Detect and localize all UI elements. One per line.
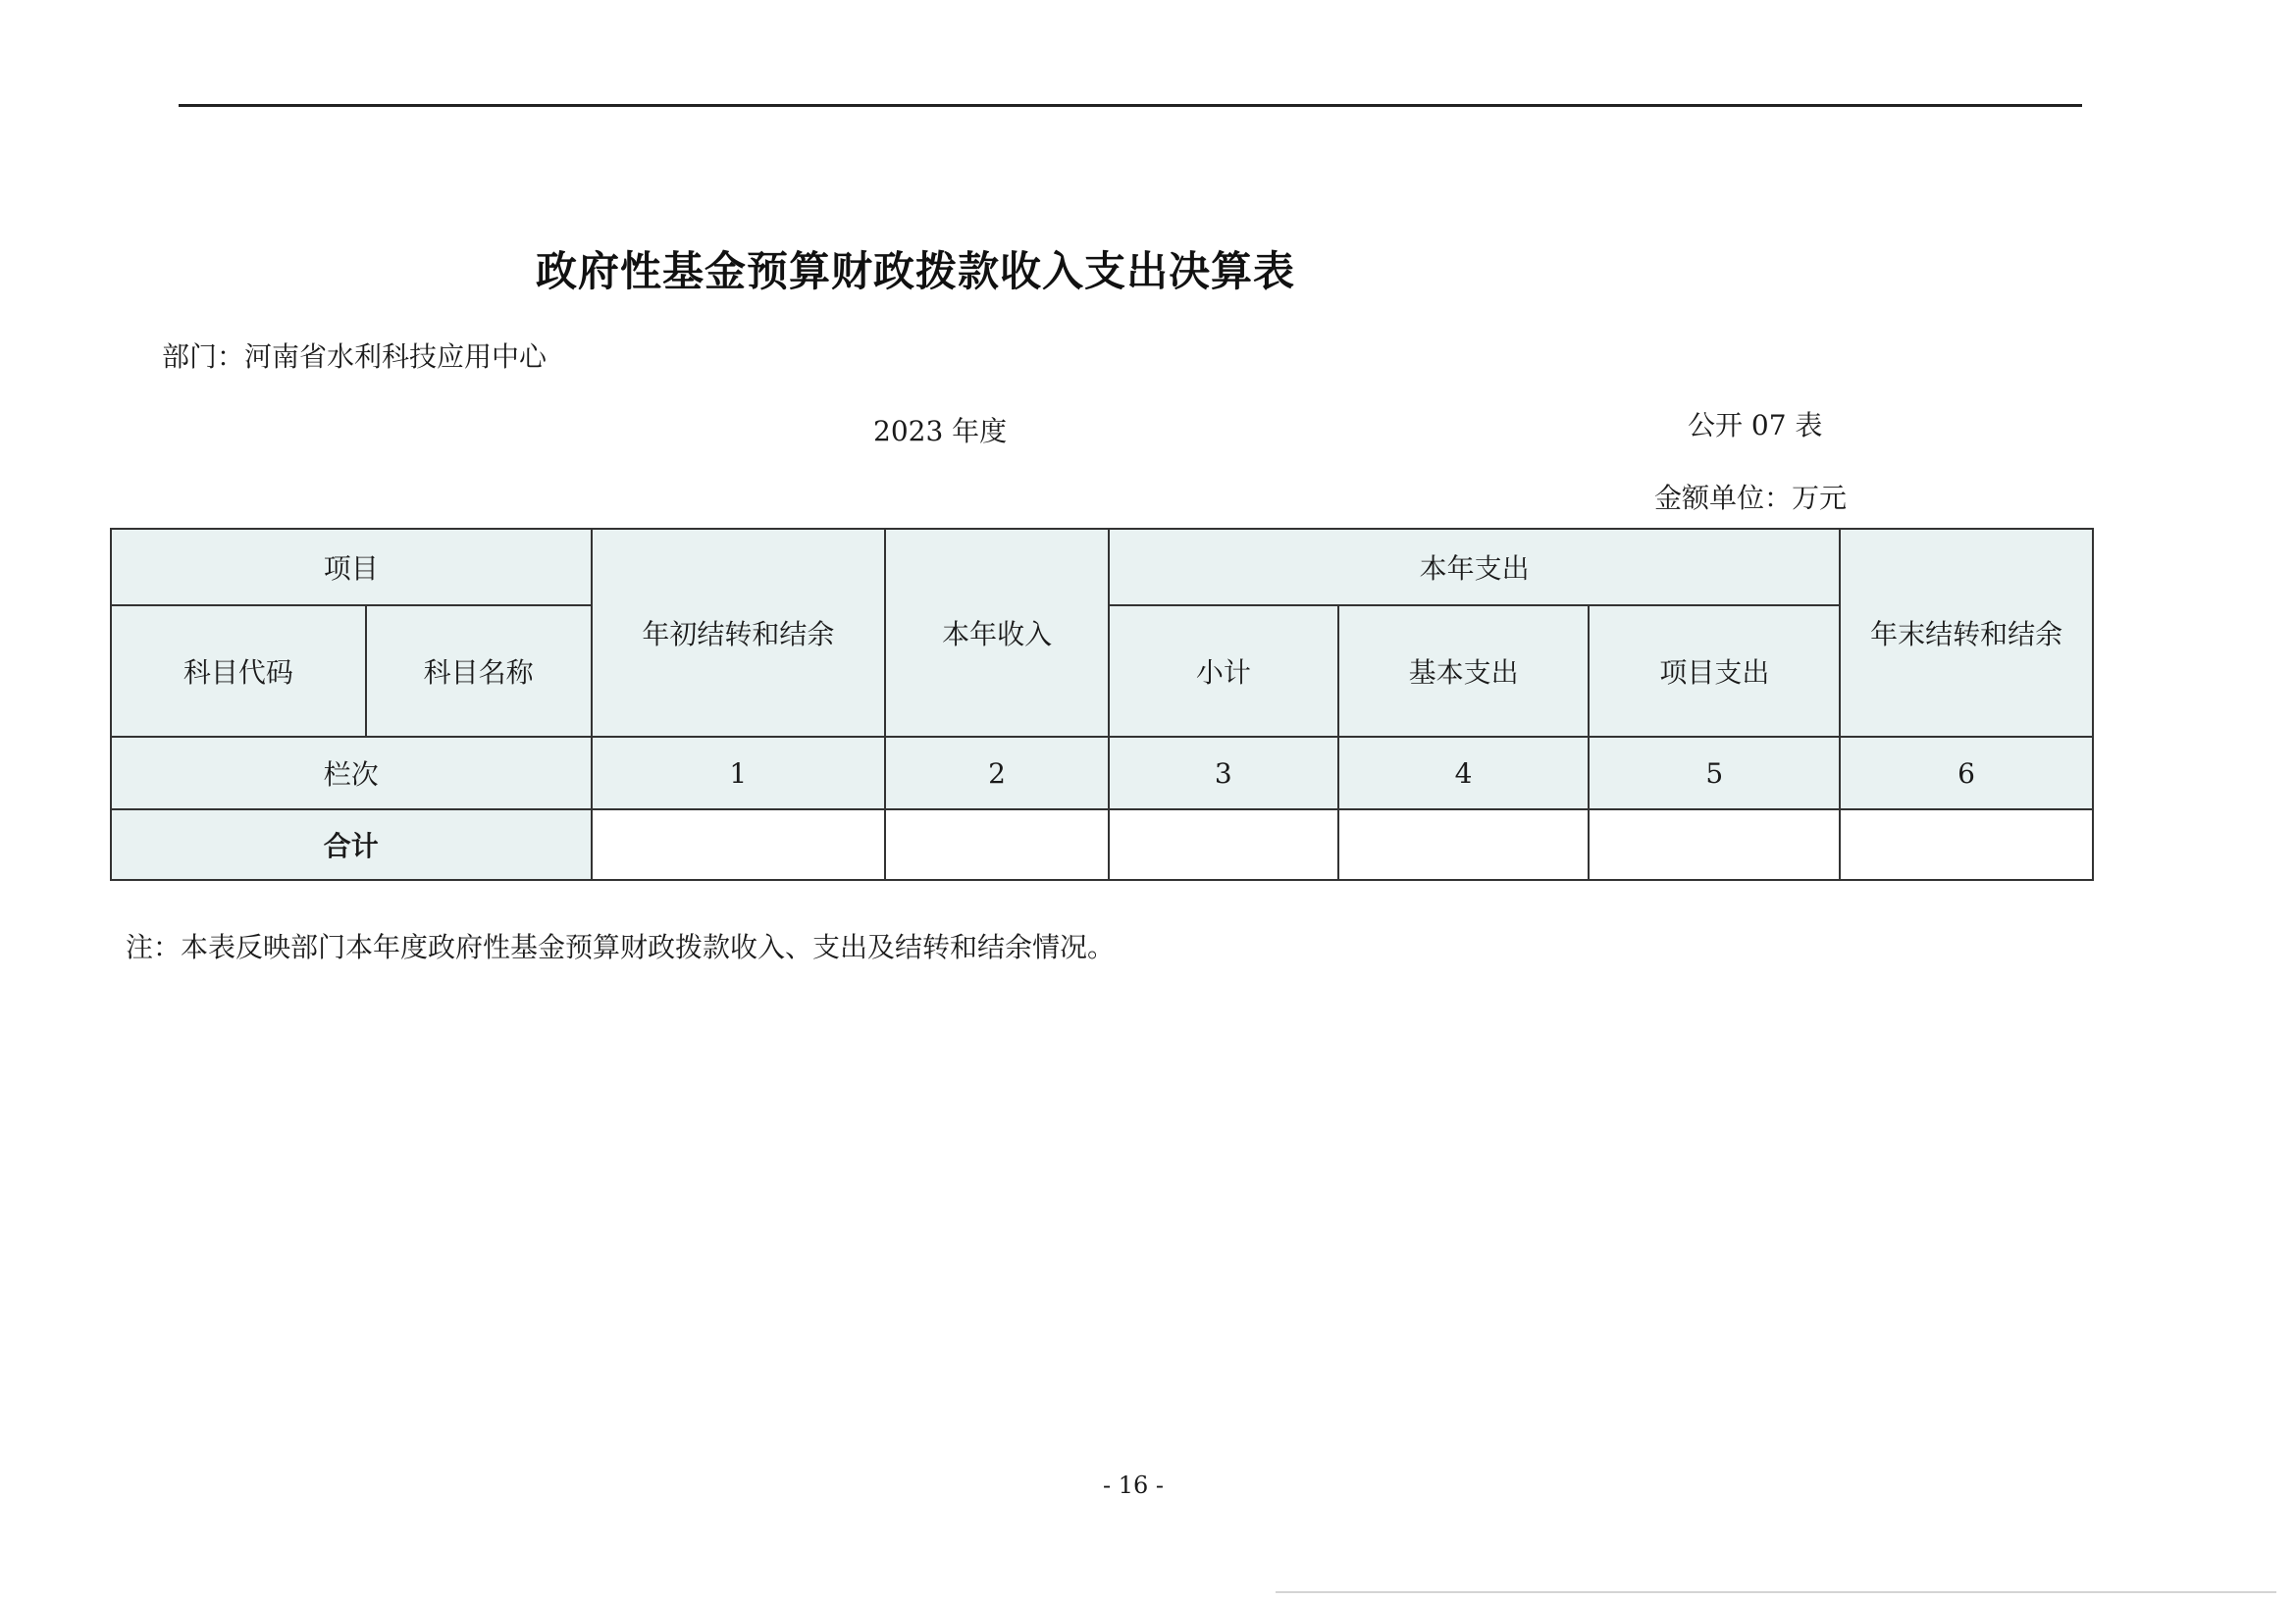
column-number-row [111, 737, 2093, 809]
header-opening-balance: 年初结转和结余 [592, 529, 886, 737]
column-number-cell: 6 [1840, 737, 2093, 809]
header-current-expense: 本年支出 [1109, 529, 1840, 605]
column-number-cell: 2 [885, 737, 1109, 809]
total-value-cell [1840, 809, 2093, 880]
fiscal-year: 2023 年度 [873, 415, 1008, 447]
budget-table [110, 528, 2094, 881]
table-note: 注：本表反映部门本年度政府性基金预算财政拨款收入、支出及结转和结余情况。 [126, 931, 1116, 963]
header-project-expense: 项目支出 [1589, 605, 1840, 737]
column-number-cell: 4 [1338, 737, 1590, 809]
page-title: 政府性基金预算财政拨款收入支出决算表 [535, 247, 1295, 295]
column-number-cell: 3 [1109, 737, 1338, 809]
total-row [111, 809, 2093, 880]
page-number: - 16 - [1102, 1472, 1164, 1499]
footer-rule [1276, 1591, 2276, 1593]
department-label: 部门：河南省水利科技应用中心 [162, 340, 548, 373]
header-row-1 [111, 529, 2093, 605]
header-subject-name: 科目名称 [366, 605, 592, 737]
header-closing-balance: 年末结转和结余 [1840, 529, 2093, 737]
table-number: 公开 07 表 [1688, 409, 1823, 441]
header-subtotal: 小计 [1109, 605, 1338, 737]
column-number-cell: 5 [1589, 737, 1840, 809]
total-label: 合计 [111, 809, 592, 880]
header-item: 项目 [111, 529, 592, 605]
total-value-cell [1109, 809, 1338, 880]
header-basic-expense: 基本支出 [1338, 605, 1590, 737]
column-number-cell: 1 [592, 737, 886, 809]
header-subject-code: 科目代码 [111, 605, 366, 737]
header-current-income: 本年收入 [885, 529, 1109, 737]
total-value-cell [592, 809, 886, 880]
total-value-cell [885, 809, 1109, 880]
column-number-label: 栏次 [111, 737, 592, 809]
header-rule [179, 104, 2082, 107]
total-value-cell [1589, 809, 1840, 880]
amount-unit: 金额单位：万元 [1654, 482, 1848, 514]
total-value-cell [1338, 809, 1590, 880]
